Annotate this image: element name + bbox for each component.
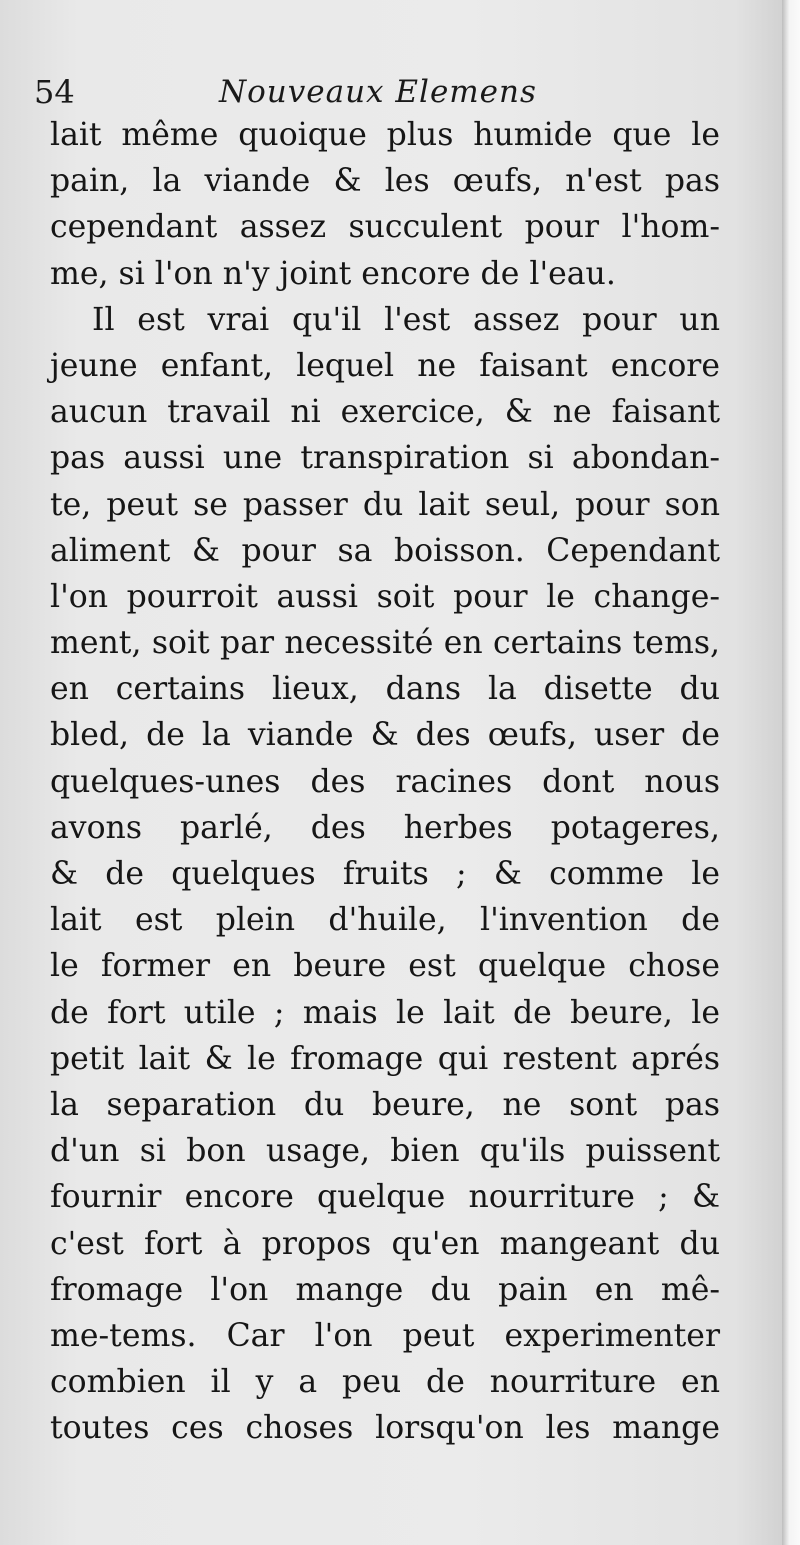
- text-line: Il est vrai qu'il l'est assez pour un: [92, 301, 720, 338]
- text-line: ment, soit par necessité en certains tems,: [50, 625, 720, 662]
- text-line: me, si l'on n'y joint encore de l'eau.: [50, 255, 616, 292]
- page-header: [34, 70, 734, 114]
- text-line: me-tems. Car l'on peut experimenter: [50, 1317, 720, 1354]
- text-line: lait même quoique plus humide que le: [50, 117, 720, 153]
- text-line: avons parlé, des herbes potageres,: [50, 809, 720, 846]
- text-line: d'un si bon usage, bien qu'ils puissent: [50, 1133, 720, 1170]
- text-line: aliment & pour sa boisson. Cependant: [50, 532, 720, 569]
- text-line: cependant assez succulent pour l'hom-: [50, 209, 720, 246]
- text-line: aucun travail ni exercice, & ne faisant: [50, 394, 720, 431]
- text-line: pas aussi une transpiration si abondan-: [50, 440, 720, 477]
- text-line: la separation du beure, ne sont pas: [50, 1086, 720, 1123]
- text-line: fournir encore quelque nourriture ; &: [50, 1179, 720, 1216]
- text-line: combien il y a peu de nourriture en: [50, 1364, 720, 1401]
- page-gutter: [782, 0, 800, 1545]
- text-line: fromage l'on mange du pain en mê-: [50, 1271, 720, 1308]
- text-line: quelques-unes des racines dont nous: [50, 763, 720, 800]
- text-line: de fort utile ; mais le lait de beure, le: [50, 994, 720, 1031]
- text-line: petit lait & le fromage qui restent aprés: [50, 1040, 720, 1077]
- body-text: [50, 112, 720, 1451]
- text-line: pain, la viande & les œufs, n'est pas: [50, 163, 720, 200]
- text-line: jeune enfant, lequel ne faisant encore: [50, 347, 720, 384]
- text-line: le former en beure est quelque chose: [50, 948, 720, 985]
- text-line: l'on pourroit aussi soit pour le change-: [50, 578, 720, 615]
- text-line: en certains lieux, dans la disette du: [50, 671, 720, 708]
- text-line: lait est plein d'huile, l'invention de: [50, 902, 720, 939]
- text-line: c'est fort à propos qu'en mangeant du: [50, 1225, 720, 1262]
- page-number: 54: [34, 73, 75, 111]
- text-line: bled, de la viande & des œufs, user de: [50, 717, 720, 754]
- text-line: & de quelques fruits ; & comme le: [50, 856, 720, 892]
- text-line: te, peut se passer du lait seul, pour son: [50, 486, 720, 523]
- running-title: Nouveaux Elemens: [219, 74, 537, 110]
- text-line: toutes ces choses lorsqu'on les mange: [50, 1410, 720, 1447]
